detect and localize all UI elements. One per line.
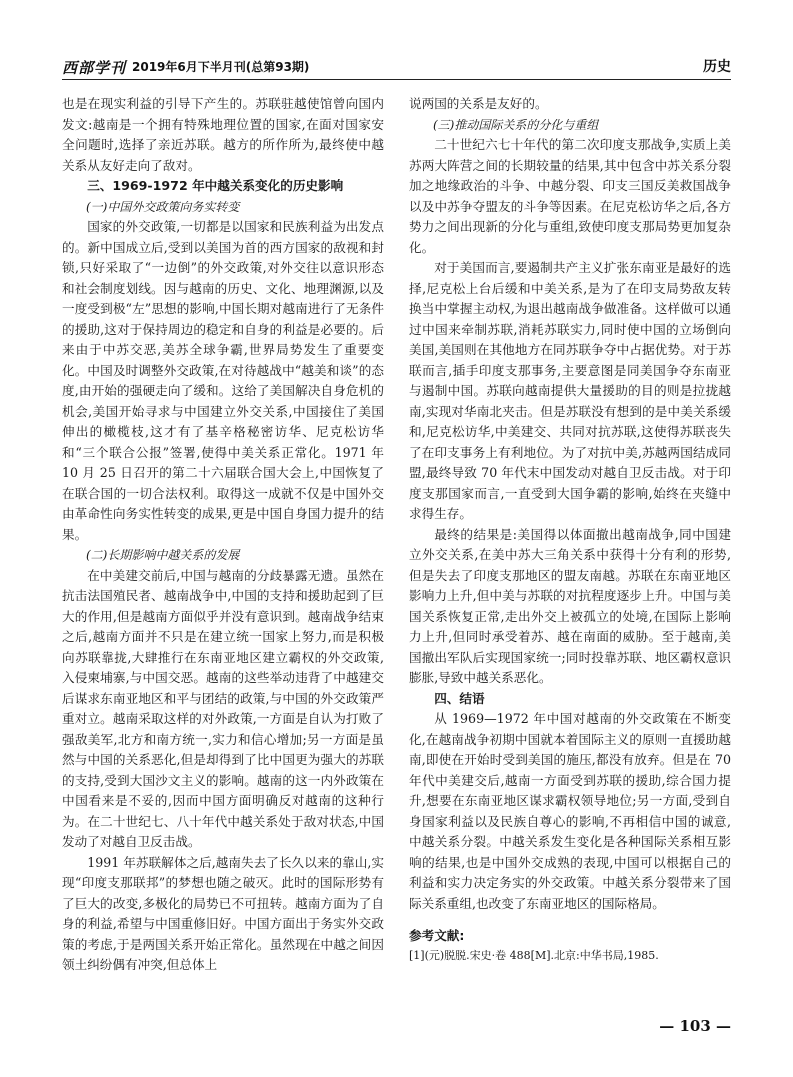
body-paragraph: 说两国的关系是友好的。 <box>409 96 548 111</box>
right-column <box>409 94 731 965</box>
journal-logo: 西部学刊 <box>62 59 127 77</box>
reference-item: [1](元)脱脱.宋史·卷 488[M].北京:中华书局,1985. <box>409 949 659 962</box>
section-heading: 四、结语 <box>434 690 485 706</box>
left-column <box>62 94 384 976</box>
section-heading: 三、1969-1972 年中越关系变化的历史影响 <box>87 178 344 193</box>
body-paragraph: 也是在现实利益的引导下产生的。苏联驻越使馆曾向国内发文:越南是一个拥有特殊地理位置的国家,在面对国家安全问题时,选择了亲近苏联。越方的所作所为,最终使中越关系从友好走向了敌对。 <box>62 96 384 173</box>
page-number: — 103 — <box>659 1017 731 1035</box>
body-paragraph: 二十世纪六七十年代的第二次印度支那战争,实质上美苏两大阵营之间的长期较量的结果,其中包含中苏关系分裂加之地缘政治的斗争、中越分裂、印支三国反美救国战争以及中苏争夺盟友的斗争等因素。在尼克松访华之后,各方势力之间出现新的分化与重组,致使印度支那局势更加复杂化。 <box>409 137 731 255</box>
body-paragraph: 从 1969—1972 年中国对越南的外交政策在不断变化,在越南战争初期中国就本着国际主义的原则一直援助越南,即使在开始时受到美国的施压,都没有放弃。但是在 70 年代中美建交后,越南一方面受到苏联的援助,综合国力提升,想要在东南亚地区谋求霸权领导地位;另一方面,受到自身国家利益以及民族自尊心的影响,不再相信中国的诚意,中越关系分裂。中越关系发生变化是各种国际关系相互影响的结果,也是中国外交成熟的表现,中国可以根据自己的利益和实力决定务实的外交政策。中越关系分裂带来了国际关系重组,也改变了东南亚地区的国际格局。 <box>409 711 731 911</box>
subsection-heading: (二)长期影响中越关系的发展 <box>86 548 240 562</box>
issue-info: 2019年6月下半月刊(总第93期) <box>132 60 310 74</box>
page-header <box>62 55 731 80</box>
section-name: 历史 <box>703 59 731 75</box>
body-paragraph: 1991 年苏联解体之后,越南失去了长久以来的靠山,实现“印度支那联邦”的梦想也随之破灭。此时的国际形势有了巨大的改变,多极化的局势已不可扭转。越南方面为了自身的利益,希望与中国重修旧好。中国方面出于务实外交政策的考虑,于是两国关系开始正常化。虽然现在中越之间因领土纠纷偶有冲突,但总体上 <box>62 854 384 972</box>
body-paragraph: 在中美建交前后,中国与越南的分歧暴露无遗。虽然在抗击法国殖民者、越南战争中,中国的支持和援助起到了巨大的作用,但是越南方面似乎并没有意识到。越南战争结束之后,越南方面并不只是在建立统一国家上努力,而是积极向苏联靠拢,大肆推行在东南亚地区建立霸权的外交政策,入侵柬埔寨,与中国交恶。越南的这些举动违背了中越建交后谋求东南亚地区和平与团结的政策,与中国的外交政策严重对立。越南采取这样的对外政策,一方面是自认为打败了强敌美军,北方和南方统一,实力和信心增加;另一方面是虽然与中国的关系恶化,但是却得到了比中国更为强大的苏联的支持,受到大国沙文主义的影响。越南的这一内外政策在中国看来是不妥的,因而中国方面明确反对越南的这种行为。在二十世纪七、八十年代中越关系处于敌对状态,中国发动了对越自卫反击战。 <box>62 567 384 849</box>
references-title: 参考文献: <box>409 928 465 943</box>
subsection-heading: (一)中国外交政策向务实转变 <box>86 199 240 214</box>
subsection-heading: (三)推动国际关系的分化与重组 <box>433 117 599 132</box>
body-paragraph: 国家的外交政策,一切都是以国家和民族利益为出发点的。新中国成立后,受到以美国为首的西方国家的敌视和封锁,只好采取了“一边倒”的外交政策,对外交往以意识形态和社会制度划线。因与越南的历史、文化、地理渊源,以及一度受到极“左”思想的影响,中国长期对越南进行了无条件的援助,这对于保持周边的稳定和自身的利益是必要的。后来由于中苏交恶,美苏全球争霸,世界局势发生了重要变化。中国及时调整外交政策,在对待越战中“越美和谈”的态度,由开始的强硬走向了缓和。这给了美国解决自身危机的机会,美国开始寻求与中国建立外交关系,中国接住了美国伸出的橄榄枝,这才有了基辛格秘密访华、尼克松访华和“三个联合公报”签署,使得中美关系正常化。1971 年 10 月 25 日召开的第二十六届联合国大会上,中国恢复了在联合国的一切合法权利。取得这一成就不仅是中国外交由革命性向务实性转变的成果,更是中国自身国力提升的结果。 <box>62 219 384 542</box>
right-column-body <box>409 94 731 914</box>
body-paragraph: 最终的结果是:美国得以体面撤出越南战争,同中国建立外交关系,在美中苏大三角关系中获得十分有利的形势,但是失去了印度支那地区的盟友南越。苏联在东南亚地区影响力上升,但中美与苏联的对抗程度逐步上升。中国与美国关系恢复正常,走出外交上被孤立的处境,在国际上影响力上升,但同时承受着苏、越在南面的威胁。至于越南,美国撤出军队后实现国家统一;同时投靠苏联、地区霸权意识膨胀,导致中越关系恶化。 <box>409 526 731 685</box>
references-list <box>409 946 731 965</box>
body-paragraph: 对于美国而言,要遏制共产主义扩张东南亚是最好的选择,尼克松上台后缓和中美关系,是为了在印支局势敌友转换当中掌握主动权,为退出越南战争做准备。这样做可以通过中国来牵制苏联,消耗苏联实力,同时使中国的立场倒向美国,美国则在其他地方在同苏联争夺中占据优势。对于苏联而言,插手印度支那事务,主要意图是同美国争夺东南亚与遏制中国。苏联向越南提供大量援助的目的则是拉拢越南,实现对华南北夹击。但是苏联没有想到的是中美关系缓和,尼克松访华,中美建交、共同对抗苏联,这使得苏联丧失了在印支事务上有利地位。为了对抗中美,苏越两国结成同盟,最终导致 70 年代末中国发动对越自卫反击战。对于印度支那国家而言,一直受到大国争霸的影响,始终在夹缝中求得生存。 <box>409 260 731 521</box>
